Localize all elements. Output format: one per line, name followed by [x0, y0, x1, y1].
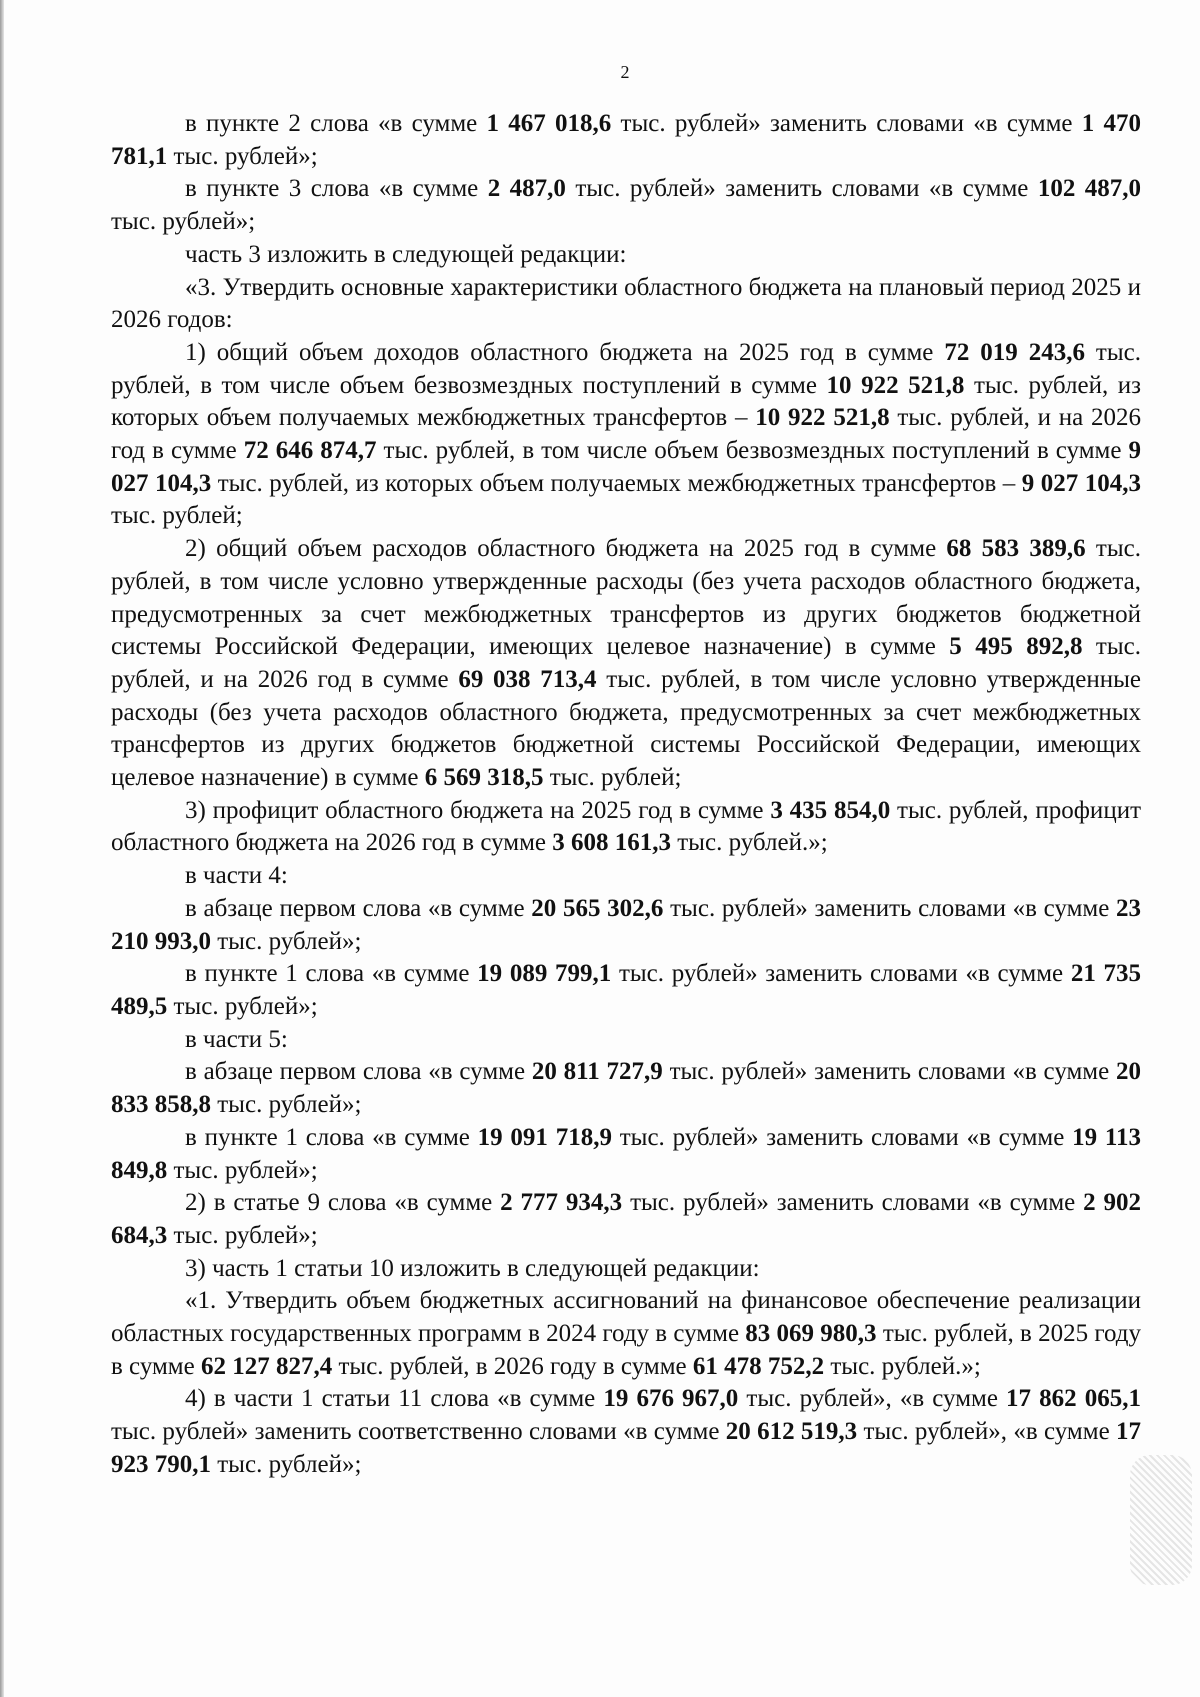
- paragraph-text: тыс. рублей, в 2026 году в сумме: [332, 1352, 693, 1380]
- paragraph-text: тыс. рублей»;: [167, 142, 318, 170]
- amount-value: 10 922 521,8: [755, 404, 890, 432]
- paragraph: [111, 795, 1141, 860]
- amount-value: 68 583 389,6: [946, 535, 1086, 563]
- amount-value: 20 833 858,8: [111, 1058, 1142, 1119]
- paragraph-text: «1. Утвердить объем бюджетных ассигнований на финансовое обеспечение реализации областных государственных программ в 2024 году в сумме: [111, 1287, 1141, 1348]
- paragraph-text: тыс. рублей, и на 2026 год в сумме: [111, 633, 1142, 693]
- paragraph: [111, 337, 1141, 533]
- amount-value: 1 467 018,6: [486, 110, 612, 137]
- amount-value: 83 069 980,3: [745, 1320, 877, 1348]
- paragraph-text: тыс. рублей, из которых объем получаемых межбюджетных трансфертов –: [211, 469, 1022, 497]
- amount-value: 9 027 104,3: [1021, 469, 1142, 497]
- paragraph-text: 2) общий объем расходов областного бюджета на 2025 год в сумме: [185, 535, 947, 563]
- paragraph: [111, 1253, 1141, 1286]
- amount-value: 69 038 713,4: [458, 665, 597, 693]
- paragraph-text: в абзаце первом слова «в сумме: [185, 894, 532, 922]
- paragraph-text: в части 4:: [185, 862, 288, 890]
- paragraph-text: тыс. рублей.»;: [824, 1352, 981, 1380]
- paragraph-text: в пункте 1 слова «в сумме: [185, 960, 478, 988]
- paragraph-text: тыс. рублей, в 2025 году в сумме: [111, 1320, 1141, 1380]
- paragraph-text: «3. Утвердить основные характеристики областного бюджета на плановый период 2025 и 2026 годов:: [111, 273, 1141, 334]
- amount-value: 20 612 519,3: [725, 1418, 858, 1446]
- paragraph-text: в части 5:: [185, 1025, 288, 1053]
- paragraph-text: в пункте 3 слова «в сумме: [185, 175, 488, 203]
- paragraph-text: тыс. рублей»;: [111, 208, 256, 236]
- paragraph-text: тыс. рублей, профицит областного бюджета на 2026 год в сумме: [111, 796, 1141, 857]
- paragraph-text: тыс. рублей»;: [167, 992, 318, 1020]
- paragraph-text: в абзаце первом слова «в сумме: [185, 1058, 532, 1086]
- paragraph-text: тыс. рублей;: [111, 502, 243, 530]
- paragraph-text: 2) в статье 9 слова «в сумме: [185, 1189, 501, 1217]
- amount-value: 62 127 827,4: [200, 1352, 333, 1380]
- paragraph-text: тыс. рублей» заменить словами «в сумме: [611, 1123, 1073, 1151]
- paragraph-text: в пункте 1 слова «в сумме: [185, 1123, 478, 1151]
- amount-value: 3 435 854,0: [770, 796, 891, 824]
- amount-value: 102 487,0: [1037, 175, 1142, 203]
- paragraph: [111, 1024, 1141, 1057]
- paragraph-text: тыс. рублей» заменить словами «в сумме: [611, 110, 1082, 137]
- paragraph: [111, 893, 1141, 958]
- paragraph-text: тыс. рублей»;: [211, 927, 362, 955]
- page-number: 2: [620, 62, 630, 82]
- paragraph-text: тыс. рублей», «в сумме: [738, 1385, 1007, 1413]
- paragraph: [111, 1285, 1141, 1383]
- paragraph-text: часть 3 изложить в следующей редакции:: [185, 240, 627, 268]
- paragraph-text: тыс. рублей, в том числе объем безвозмездных поступлений в сумме: [111, 338, 1141, 399]
- paragraph-text: тыс. рублей, в том числе условно утвержденные расходы (без учета расходов областного бюджета, предусмотренных за счет межбюджетных трансфертов из других бюджетов бюджетной системы Российской Федерации, имеющих целевое назначение) в сумме: [111, 665, 1142, 792]
- paragraph-text: тыс. рублей, в том числе объем безвозмездных поступлений в сумме: [376, 437, 1129, 465]
- paragraph-text: тыс. рублей»;: [211, 1091, 362, 1119]
- paragraph-text: тыс. рублей» заменить словами «в сумме: [663, 894, 1117, 922]
- paragraph: [111, 108, 1141, 173]
- amount-value: 72 019 243,6: [944, 338, 1085, 366]
- amount-value: 10 922 521,8: [826, 371, 965, 399]
- paragraph: [111, 173, 1141, 238]
- paragraph-text: тыс. рублей;: [543, 764, 682, 792]
- document-body: [111, 108, 1141, 1482]
- amount-value: 23 210 993,0: [111, 894, 1142, 955]
- paragraph: [111, 958, 1141, 1023]
- paragraph-text: 3) часть 1 статьи 10 изложить в следующей редакции:: [185, 1254, 760, 1282]
- amount-value: 2 777 934,3: [500, 1189, 623, 1217]
- amount-value: 2 902 684,3: [111, 1189, 1142, 1249]
- amount-value: 19 113 849,8: [111, 1123, 1142, 1184]
- amount-value: 21 735 489,5: [111, 960, 1142, 1020]
- paragraph-text: тыс. рублей, в том числе условно утвержденные расходы (без учета расходов областного бюджета, предусмотренных за счет межбюджетных трансфертов из других бюджетов бюджетной системы Российской Федерации, имеющих целевое назначение) в сумме: [111, 535, 1141, 661]
- amount-value: 20 811 727,9: [531, 1058, 663, 1086]
- amount-value: 20 565 302,6: [531, 894, 664, 922]
- scan-edge: [0, 0, 4, 1697]
- amount-value: 1 470 781,1: [111, 110, 1142, 170]
- amount-value: 19 091 718,9: [477, 1123, 612, 1151]
- paragraph-text: тыс. рублей» заменить словами «в сумме: [622, 1189, 1084, 1217]
- amount-value: 19 676 967,0: [603, 1385, 739, 1413]
- paragraph: [111, 533, 1141, 795]
- paragraph: [111, 860, 1141, 893]
- paragraph-text: 1) общий объем доходов областного бюджета на 2025 год в сумме: [185, 338, 945, 366]
- paragraph: [111, 1187, 1141, 1252]
- amount-value: 17 923 790,1: [111, 1418, 1141, 1478]
- paragraph-text: тыс. рублей, и на 2026 год в сумме: [111, 404, 1142, 465]
- amount-value: 17 862 065,1: [1006, 1385, 1142, 1413]
- paragraph-text: тыс. рублей»;: [167, 1221, 318, 1249]
- amount-value: 61 478 752,2: [692, 1352, 825, 1380]
- amount-value: 5 495 892,8: [949, 633, 1083, 661]
- paragraph-text: 3) профицит областного бюджета на 2025 год в сумме: [185, 796, 771, 824]
- amount-value: 2 487,0: [487, 175, 566, 203]
- paragraph-text: тыс. рублей» заменить соответственно словами «в сумме: [111, 1418, 726, 1446]
- paragraph: [111, 1056, 1141, 1121]
- paragraph: [111, 1383, 1141, 1481]
- paragraph-text: тыс. рублей»;: [167, 1156, 318, 1184]
- paragraph: [111, 239, 1141, 272]
- paragraph-text: тыс. рублей.»;: [671, 829, 828, 857]
- amount-value: 3 608 161,3: [552, 829, 671, 857]
- paragraph-text: тыс. рублей» заменить словами «в сумме: [662, 1058, 1117, 1086]
- paragraph-text: тыс. рублей»;: [211, 1450, 362, 1478]
- amount-value: 6 569 318,5: [424, 764, 544, 792]
- paragraph-text: тыс. рублей» заменить словами «в сумме: [565, 175, 1038, 203]
- amount-value: 72 646 874,7: [243, 437, 377, 465]
- paragraph-text: тыс. рублей» заменить словами «в сумме: [611, 960, 1071, 988]
- paragraph-text: тыс. рублей», «в сумме: [857, 1418, 1116, 1446]
- amount-value: 9 027 104,3: [111, 437, 1141, 497]
- paragraph-text: 4) в части 1 статьи 11 слова «в сумме: [185, 1385, 604, 1413]
- amount-value: 19 089 799,1: [477, 960, 612, 988]
- paragraph: [111, 272, 1141, 337]
- paragraph-text: тыс. рублей, из которых объем получаемых межбюджетных трансфертов –: [111, 371, 1142, 432]
- paragraph: [111, 1122, 1141, 1187]
- paragraph-text: в пункте 2 слова «в сумме: [185, 110, 487, 137]
